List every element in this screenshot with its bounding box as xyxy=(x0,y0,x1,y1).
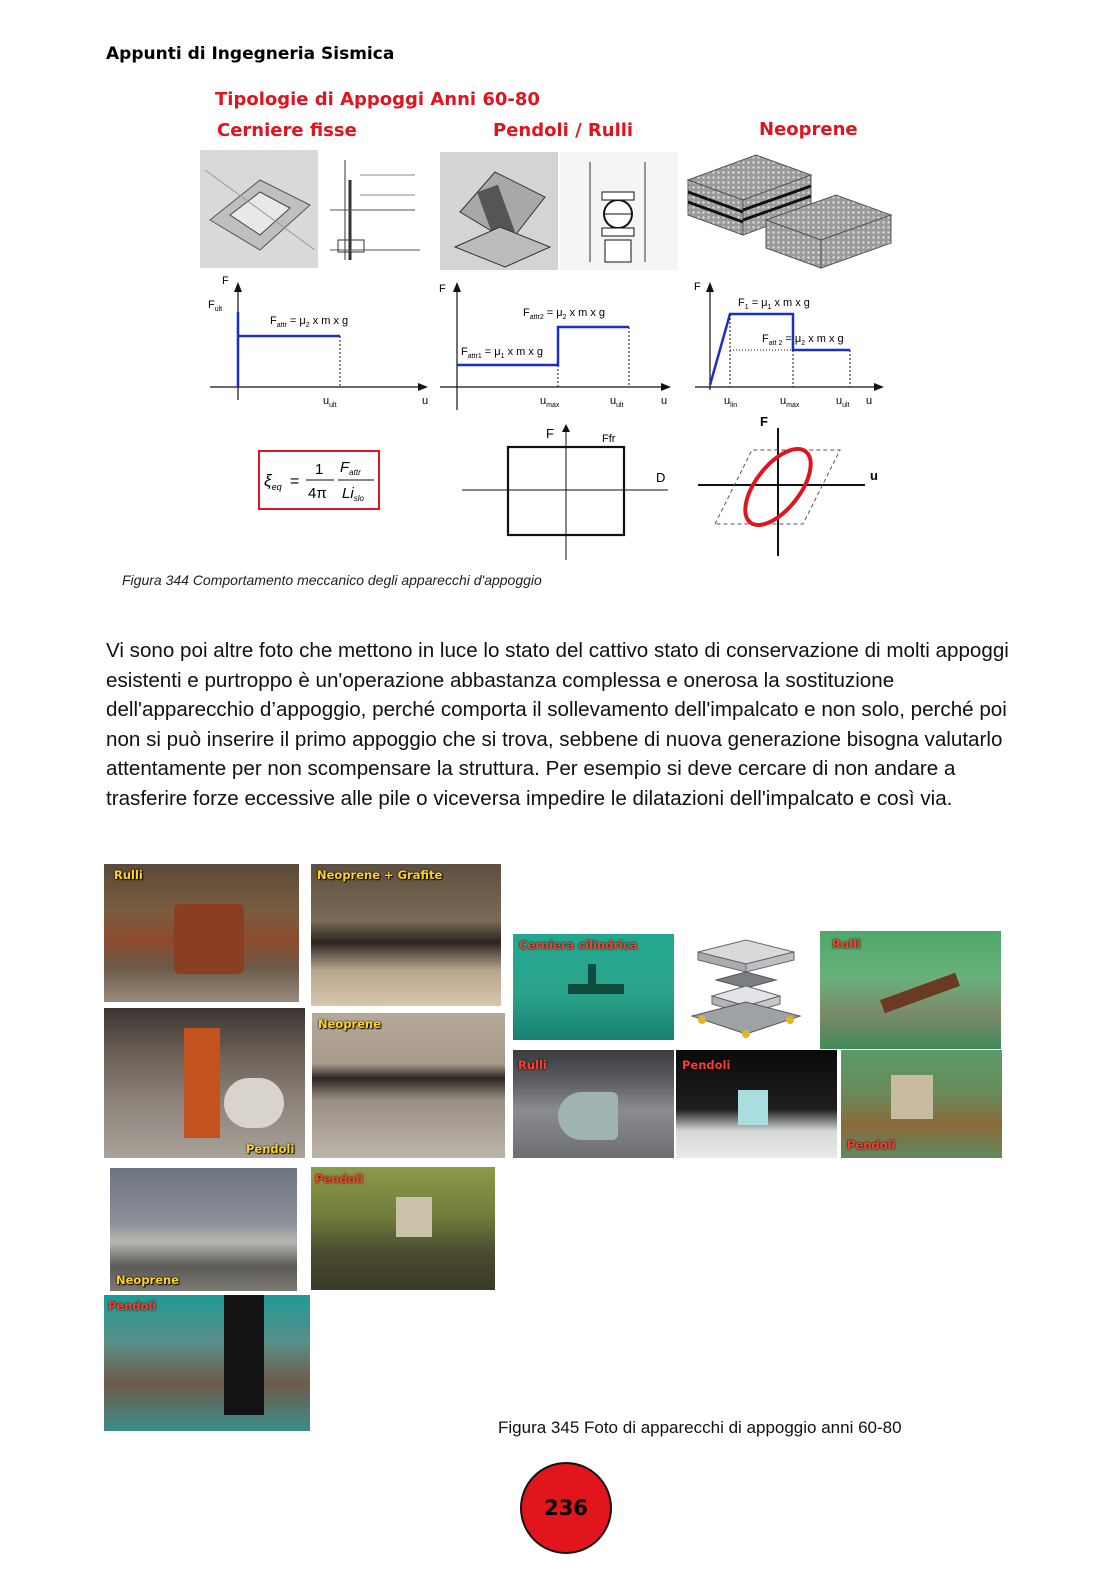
figure-title: Tipologie di Appoggi Anni 60-80 xyxy=(215,89,540,110)
chart3-ulin-tick: $u_{lin}$ xyxy=(724,395,738,409)
force-displacement-chart-pendoli xyxy=(435,272,675,412)
svg-text:1: 1 xyxy=(315,461,324,478)
chart2-x-axis-label: u xyxy=(661,395,668,407)
body-paragraph: Vi sono poi altre foto che mettono in luce lo stato del cattivo stato di conservazione di molti appoggi esistenti e purtroppo è un'operazione abbastanza complessa e onerosa la sostituzione dell'apparecchio d’appoggio, perché comporta il sollevamento dell'impalcato e non solo, perché poi non si può inserire il primo appoggio che si trova, sebbene di nuova generazione bisogna valutarlo attentamente per non scompensare la struttura. Per esempio si deve cercare di non andare a trasferire forze eccessive alle pile o viceversa impedire le dilatazioni dell'impalcato e così via. xyxy=(106,639,1009,810)
svg-text:Fattr: $F_{attr}$ xyxy=(340,459,361,477)
hyst2-y-label: F xyxy=(546,426,554,441)
photo-neoprene-grafite: Neoprene + Grafite xyxy=(311,864,501,1006)
chart1-y-axis-label: F xyxy=(222,275,229,287)
hysteresis-loop-friction xyxy=(458,420,678,564)
photo-pendoli-2: Pendoli xyxy=(311,1167,495,1290)
svg-text:=: = xyxy=(290,473,300,490)
svg-text:4π: 4π xyxy=(308,485,327,502)
photo-rulli-3: Rulli xyxy=(513,1050,674,1158)
photo-cerniera-cilindrica: Cerniera cilindrica xyxy=(513,934,674,1040)
svg-text:ξeq: $\xi_{eq}$ xyxy=(264,471,282,492)
type-label-cerniere: Cerniere fisse xyxy=(217,120,357,141)
chart1-force-label: $F_{attr} = \mu_2$ x m x g xyxy=(270,315,349,329)
page-number-badge: 236 xyxy=(520,1462,612,1554)
chart1-uult-tick: $u_{ult}$ xyxy=(323,395,337,409)
force-displacement-chart-neoprene xyxy=(690,272,890,412)
chart2-umax-tick: $u_{max}$ xyxy=(540,395,560,409)
photo-pendoli-3: Pendoli xyxy=(104,1295,310,1431)
chart3-f2-label: $F_{att 2} = \mu_2$ x m x g xyxy=(762,333,844,347)
hyst3-x-label: u xyxy=(870,468,878,483)
chart2-f1-label: $F_{attr1} = \mu_1$ x m x g xyxy=(461,346,544,360)
type-label-neoprene: Neoprene xyxy=(759,119,858,140)
figure-344-caption: Figura 344 Comportamento meccanico degli apparecchi d'appoggio xyxy=(122,572,542,588)
hyst2-x-label: D xyxy=(656,470,666,485)
pendoli-rulli-sketch xyxy=(440,152,680,272)
figure-345-caption: Figura 345 Foto di apparecchi di appoggio anni 60-80 xyxy=(498,1418,902,1437)
chart2-y-axis-label: F xyxy=(439,283,446,295)
hyst2-ffr-label: Ffr xyxy=(602,433,616,445)
hysteresis-loop-neoprene xyxy=(690,412,890,560)
force-displacement-chart-cerniere xyxy=(200,272,430,412)
chart3-f1-label: $F_1 = \mu_1$ x m x g xyxy=(738,297,810,311)
chart3-uult-tick: $u_{ult}$ xyxy=(836,395,850,409)
svg-text:Lislo: $Li_{slo}$ xyxy=(342,485,364,503)
equivalent-damping-formula xyxy=(258,450,380,510)
chart3-x-axis-label: u xyxy=(866,395,873,407)
photo-neoprene-2: Neoprene xyxy=(110,1168,297,1291)
cerniere-fisse-sketch xyxy=(200,150,430,270)
photo-neoprene-1: Neoprene xyxy=(312,1013,505,1158)
chart2-uult-tick: $u_{ult}$ xyxy=(610,395,624,409)
photo-pendoli-4: Pendoli xyxy=(676,1050,837,1158)
chart3-umax-tick: $u_{max}$ xyxy=(780,395,800,409)
photo-rulli-2: Rulli xyxy=(820,931,1001,1049)
photo-pendoli-5: Pendoli xyxy=(841,1050,1002,1158)
document-header: Appunti di Ingegneria Sismica xyxy=(106,44,395,64)
neoprene-sketch xyxy=(686,150,896,270)
chart1-x-axis-label: u xyxy=(422,395,429,407)
chart2-f2-label: $F_{attr2} = \mu_2$ x m x g xyxy=(523,307,606,321)
chart1-fult-label: $F_{ult}$ xyxy=(208,299,223,313)
chart3-y-axis-label: F xyxy=(694,281,701,293)
photo-pot-bearing-diagram xyxy=(686,938,806,1044)
hyst3-y-label: F xyxy=(760,414,768,429)
type-label-pendoli: Pendoli / Rulli xyxy=(493,120,634,141)
photo-rulli-1: Rulli xyxy=(104,864,299,1002)
photo-pendoli-1: Pendoli xyxy=(104,1008,305,1158)
